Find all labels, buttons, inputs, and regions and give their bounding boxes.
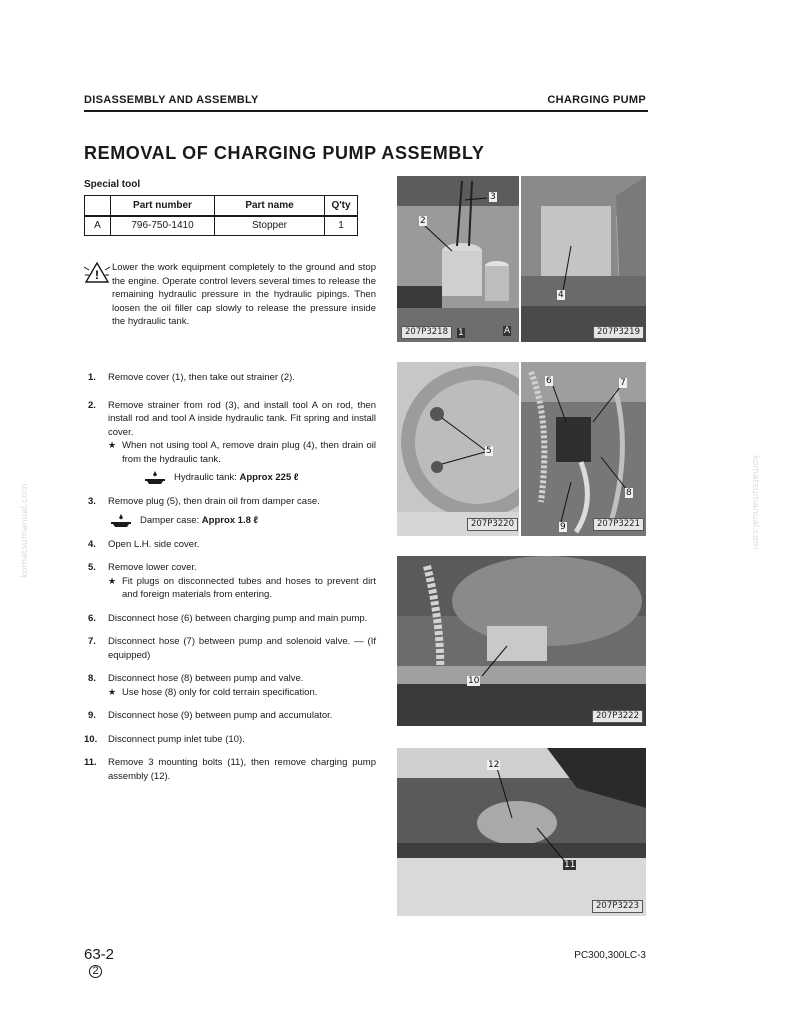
list-item (84, 399, 376, 486)
inlet-tube-photo-graphic (397, 556, 646, 726)
list-item (84, 495, 376, 528)
step-text: Disconnect hose (6) between charging pump and main pump. (108, 612, 368, 624)
table-row (85, 216, 358, 236)
watermark-right: komatsumanual.com (750, 455, 760, 550)
list-item (84, 371, 376, 385)
part-name: Stopper (215, 216, 325, 236)
photo-strainer-cover (397, 176, 519, 342)
callout-2: 2 (420, 216, 426, 226)
step-text: Remove cover (1), then take out strainer (2). (108, 372, 295, 383)
drain-plug-photo-graphic (521, 176, 646, 342)
safety-warning (84, 261, 376, 329)
callout-8: 8 (626, 488, 632, 498)
column-header (85, 196, 111, 216)
step-number: 6. (88, 612, 96, 624)
callout-A: A (504, 326, 511, 336)
callout-7: 7 (620, 378, 626, 388)
caution-icon (84, 261, 110, 285)
step-text: Remove 3 mounting bolts (11), then remove charging pump assembly (12). (108, 757, 376, 782)
step-number: 9. (88, 710, 96, 721)
list-item (84, 733, 376, 747)
step-number: 7. (88, 636, 96, 647)
procedure-steps (84, 371, 376, 791)
model-number: PC300,300LC-3 (574, 950, 646, 961)
step-number: 2. (88, 399, 96, 411)
callout-1: 1 (458, 328, 464, 338)
star-icon: ★ (108, 686, 117, 697)
page-number: 63-2 (84, 946, 115, 963)
table-header-row (85, 196, 358, 216)
callout-10: 10 (468, 676, 480, 686)
photo-caption: 207P3218 (401, 326, 452, 339)
step-number: 3. (88, 496, 96, 507)
callout-11: 11 (564, 860, 576, 870)
column-header: Part name (215, 196, 325, 216)
step-note (108, 439, 376, 466)
revision-mark: 2 (89, 965, 102, 978)
column-header: Q'ty (325, 196, 358, 216)
photo-caption: 207P3223 (592, 900, 643, 913)
step-text: Remove strainer from rod (3), and install tool A on rod, then install rod and tool A inside hydraulic tank. Fit spring and install cover. (108, 399, 376, 438)
step-text: Disconnect hose (9) between pump and accumulator. (108, 710, 333, 721)
tool-symbol: A (85, 216, 111, 236)
callout-5: 5 (486, 446, 492, 456)
list-item (84, 756, 376, 783)
mounting-bolts-photo-graphic (397, 748, 646, 916)
step-text: Remove plug (5), then drain oil from damper case. (108, 496, 320, 507)
spec-value: Approx 225 ℓ (239, 472, 299, 484)
quantity: 1 (325, 216, 358, 236)
photo-mounting-bolts (397, 748, 646, 916)
column-header: Part number (111, 196, 215, 216)
step-text: Disconnect pump inlet tube (10). (108, 733, 245, 745)
part-number: 796-750-1410 (111, 216, 215, 236)
star-icon: ★ (108, 440, 117, 450)
oil-drain-icon (144, 471, 166, 485)
special-tool-table (84, 195, 358, 236)
photo-caption: 207P3222 (592, 710, 643, 723)
page-title: REMOVAL OF CHARGING PUMP ASSEMBLY (84, 143, 485, 163)
callout-9: 9 (560, 522, 566, 532)
list-item (84, 538, 376, 552)
step-text: Remove lower cover. (108, 562, 197, 573)
note-text: Fit plugs on disconnected tubes and hoses to prevent dirt and foreign materials from entering. (122, 575, 376, 600)
step-number: 11. (84, 757, 97, 768)
warning-text: Lower the work equipment completely to the ground and stop the engine. Operate control levers several times to release the remaining hydraulic pressure in the hydraulic pipings. Then loosen the oil filler cap slowly to release the pressure inside the hydraulic tank. (112, 262, 376, 327)
topic-header: CHARGING PUMP (547, 94, 646, 106)
callout-4: 4 (558, 290, 564, 300)
photo-inlet-tube (397, 556, 646, 726)
step-number: 10. (84, 733, 98, 745)
list-item (84, 672, 376, 699)
section-header: DISASSEMBLY AND ASSEMBLY (84, 94, 259, 106)
step-note (108, 686, 376, 700)
step-text: Open L.H. side cover. (108, 538, 200, 550)
spec-label: Hydraulic tank: (174, 472, 237, 484)
photo-damper-plug (397, 362, 519, 536)
oil-capacity (110, 514, 376, 528)
step-number: 4. (88, 538, 96, 550)
star-icon: ★ (108, 575, 117, 586)
photo-caption: 207P3220 (467, 518, 518, 531)
step-text: Disconnect hose (7) between pump and solenoid valve. — (If equipped) (108, 636, 376, 661)
watermark-left: komatsumanual.com (20, 483, 30, 578)
step-note (108, 575, 376, 602)
step-text: Disconnect hose (8) between pump and valve. (108, 673, 304, 684)
callout-12: 12 (488, 760, 500, 770)
svg-text:!: ! (95, 268, 99, 282)
damper-photo-graphic (397, 362, 519, 536)
strainer-photo-graphic (397, 176, 519, 342)
hoses-photo-graphic (521, 362, 646, 536)
callout-6: 6 (546, 376, 552, 386)
photo-caption: 207P3221 (593, 518, 644, 531)
list-item (84, 635, 376, 662)
photo-pump-hoses (521, 362, 646, 536)
step-number: 5. (88, 562, 96, 573)
note-text: When not using tool A, remove drain plug (4), then drain oil from the hydraulic tank. (122, 440, 376, 465)
note-text: Use hose (8) only for cold terrain specification. (122, 686, 318, 698)
list-item (84, 612, 376, 626)
oil-drain-icon (110, 514, 132, 528)
spec-label: Damper case: (140, 514, 200, 526)
list-item (84, 561, 376, 602)
photo-drain-plug (521, 176, 646, 342)
spec-value: Approx 1.8 ℓ (201, 514, 259, 526)
special-tool-label: Special tool (84, 179, 141, 190)
oil-capacity (144, 471, 376, 485)
callout-3: 3 (490, 192, 496, 202)
list-item (84, 709, 376, 723)
step-number: 8. (88, 673, 96, 684)
step-number: 1. (88, 372, 96, 383)
header-rule (84, 110, 648, 112)
photo-caption: 207P3219 (593, 326, 644, 339)
